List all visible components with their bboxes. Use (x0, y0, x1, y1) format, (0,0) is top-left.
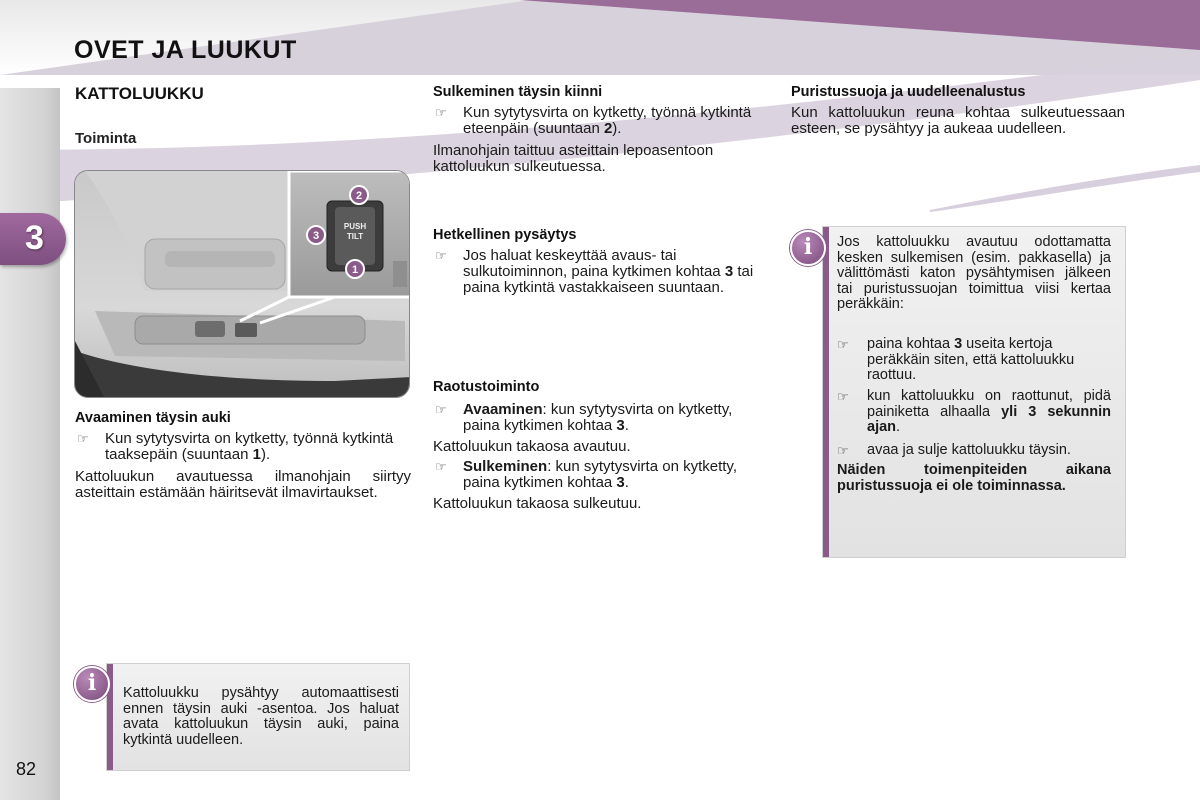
pointing-hand-icon: ☞ (435, 105, 447, 120)
pointing-hand-icon: ☞ (837, 389, 849, 404)
info-icon: i (790, 230, 826, 266)
tilt-title: Raotustoiminto (433, 379, 540, 395)
info-icon: i (74, 666, 110, 702)
pointing-hand-icon: ☞ (837, 337, 849, 352)
tilt-open-result: Kattoluukun takaosa avautuu. (433, 438, 631, 455)
pointing-hand-icon: ☞ (435, 402, 447, 417)
info-reinit-warning: Näiden toimenpiteiden aikana puristussuoja ei ole toiminnassa. (837, 462, 1111, 494)
pointing-hand-icon: ☞ (77, 431, 89, 446)
side-margin (0, 88, 60, 800)
close-full-bullet: ☞ Kun sytytysvirta on kytketty, työnnä kytkintä eteenpäin (suuntaan 2). (435, 104, 752, 137)
info-reinit-bullet-3: ☞ avaa ja sulje kattoluukku täysin. (837, 442, 1071, 458)
callout-1: 1 (351, 264, 359, 276)
callout-3: 3 (312, 230, 320, 242)
subsection-title: Toiminta (75, 130, 137, 147)
pointing-hand-icon: ☞ (837, 443, 849, 458)
tilt-close-bullet: ☞ Sulkeminen: kun sytytysvirta on kytketty, paina kytkimen kohtaa 3. (435, 458, 737, 491)
pause-title: Hetkellinen pysäytys (433, 227, 577, 243)
pointing-hand-icon: ☞ (435, 248, 447, 263)
close-full-title: Sulkeminen täysin kiinni (433, 84, 603, 100)
info-reinit-bullet-1: ☞ paina kohtaa 3 useita kertoja peräkkäin siten, että kattoluukku raottuu. (837, 336, 1075, 384)
info-autostop-text: Kattoluukku pysähtyy automaattisesti ennen täysin auki -asentoa. Jos haluat avata kattoluukun täysin auki, paina kytkintä uudelleen. (123, 685, 399, 748)
push-label: PUSH (343, 222, 367, 231)
close-full-paragraph: Ilmanohjain taittuu asteittain lepoasentoon kattoluukun sulkeutuessa. (433, 142, 714, 175)
chapter-number: 3 (25, 219, 44, 257)
open-full-title: Avaaminen täysin auki (75, 410, 231, 426)
pointing-hand-icon: ☞ (435, 459, 447, 474)
antipinch-title: Puristussuoja ja uudelleenalustus (791, 84, 1026, 100)
info-box-accent-bar (823, 227, 829, 557)
tilt-close-result: Kattoluukun takaosa sulkeutuu. (433, 495, 642, 512)
page-number: 82 (16, 759, 37, 779)
open-full-paragraph: Kattoluukun avautuessa ilmanohjain siirtyy asteittain estämään häiritsevät ilmavirtaukset. (75, 468, 411, 501)
info-reinit-intro: Jos kattoluukku avautuu odottamatta kesken sulkemisen (esim. pakkasella) ja välittömästi katon pysähtymisen jälkeen tai puristussuojan toimittua viisi kertaa peräkkäin: (837, 234, 1111, 313)
pause-bullet: ☞ Jos haluat keskeyttää avaus- tai sulkutoiminnon, paina kytkimen kohtaa 3 tai paina kytkintä vastakkaiseen suuntaan. (435, 247, 754, 296)
open-full-bullet: ☞ Kun sytytysvirta on kytketty, työnnä kytkintä taaksepäin (suuntaan 1). (77, 430, 394, 463)
info-reinit-bullet-2: ☞ kun kattoluukku on raottunut, pidä painiketta alhaalla yli 3 sekunnin ajan. (837, 388, 1111, 436)
tilt-label: TILT (346, 232, 364, 241)
callout-2: 2 (355, 190, 363, 202)
section-title: KATTOLUUKKU (75, 84, 204, 103)
antipinch-paragraph: Kun kattoluukun reuna kohtaa sulkeutuessaan esteen, se pysähtyy ja aukeaa uudelleen. (791, 104, 1125, 137)
tilt-open-bullet: ☞ Avaaminen: kun sytytysvirta on kytketty, paina kytkimen kohtaa 3. (435, 401, 733, 434)
sunroof-control-photo (74, 170, 410, 398)
chapter-title: OVET JA LUUKUT (74, 36, 297, 64)
